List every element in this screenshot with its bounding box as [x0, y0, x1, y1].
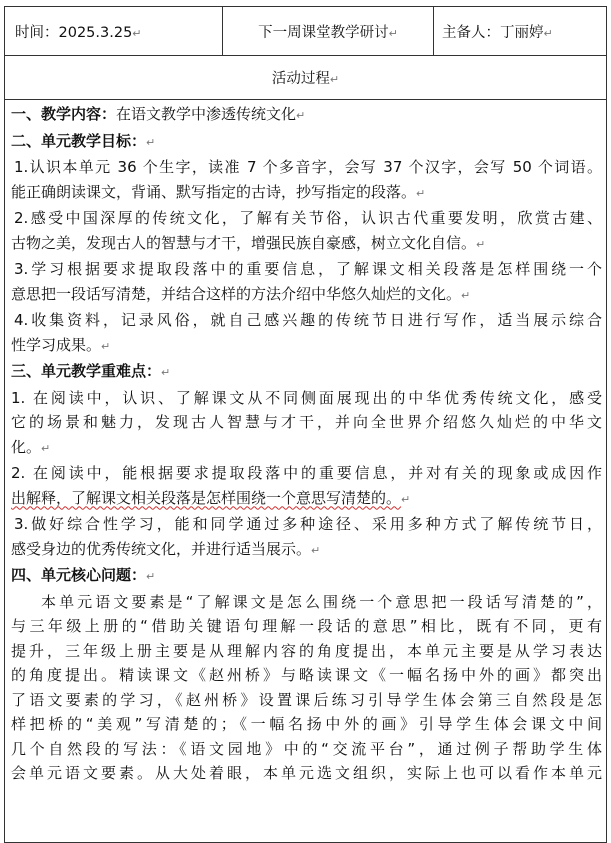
paragraph-mark: ↵ [146, 570, 156, 583]
content-cell [5, 100, 607, 843]
text-line: 提升，三年级上册主要是从理解内容的角度提出，本单元主要是从学习表达 [11, 641, 602, 660]
text-span: 感受身边的优秀传统文化，并进行适当展示。 [11, 539, 312, 558]
preparer-name: 丁丽婷 [500, 24, 544, 41]
section-core-question-heading [11, 563, 602, 590]
text-line: 1. 在阅读中，认识、了解课文从不同侧面展现出的中华优秀传统文化，感受 [11, 388, 602, 407]
text-line: 与三年级上册的“借助关键语句理解一段话的意思”相比，既有不同，更有 [11, 617, 602, 635]
paragraph-mark: ↵ [296, 109, 306, 122]
paragraph-mark: ↵ [41, 441, 51, 455]
activity-title: 活动过程 [271, 71, 330, 87]
paragraph-mark: ↵ [161, 366, 171, 379]
time-cell [5, 7, 223, 56]
text-line: 本单元语文要素是“了解课文是怎么围绕一个意思把一段话写清楚的”， [41, 592, 602, 611]
paragraph-mark: ↵ [476, 237, 486, 251]
text-span: 性学习成果。 [11, 335, 102, 354]
paragraph-mark: ↵ [401, 492, 411, 506]
paragraph-mark: ↵ [132, 26, 142, 40]
text-line: 3.做好综合性学习，能和同学通过多种途径、采用多种方式了解传统节日， [14, 515, 602, 533]
preparer-label: 主备人： [442, 24, 500, 41]
text-line: 它的场景和魅力，发现古人智慧与才干，并向全世界介绍悠久灿烂的中华文 [11, 413, 602, 431]
paragraph-mark: ↵ [543, 26, 553, 40]
content-row [5, 100, 607, 843]
paragraph-mark: ↵ [416, 186, 426, 200]
text-line [11, 180, 602, 207]
paragraph-mark: ↵ [101, 339, 111, 353]
lesson-plan-table [4, 6, 607, 843]
text-line: 2.感受中国深厚的传统文化，了解有关节俗，认识古代重要发明，欣赏古建、 [14, 209, 602, 227]
preparer-cell [434, 7, 607, 56]
text-line [11, 435, 602, 462]
text-line [11, 231, 602, 258]
paragraph-mark: ↵ [329, 73, 340, 86]
text-line: 样把桥的“美观”写清楚的；《一幅名扬中外的画》引导学生体会课文中间 [11, 715, 602, 733]
text-line [11, 282, 602, 309]
text-span: 化。 [11, 437, 42, 456]
text-line: 3.学习根据要求提取段落中的重要信息，了解课文相关段落是怎样围绕一个 [14, 260, 602, 278]
section-key-difficulties-heading [11, 359, 602, 386]
text-line [11, 486, 602, 513]
section-unit-goals-heading [11, 129, 602, 156]
text-line [11, 333, 602, 360]
text-line: 2. 在阅读中，能根据要求提取段落中的重要信息，并对有关的现象或成因作 [11, 464, 602, 482]
text-span: 能正确朗读课文，背诵、默写指定的古诗，抄写指定的段落。 [11, 182, 417, 201]
activity-title-row [5, 56, 607, 100]
time-label: 时间： [15, 24, 59, 41]
text-line [11, 537, 602, 564]
paragraph-mark: ↵ [388, 26, 398, 40]
text-line: 的角度提出。精读课文《赵州桥》与略读课文《一幅名扬中外的画》都突出 [11, 666, 602, 684]
section-heading: 三、单元教学重难点： [11, 362, 162, 380]
text-line: 会单元语文要素。从大处着眼，本单元选文组织，实际上也可以看作本单元 [11, 764, 602, 782]
activity-title-cell [5, 56, 607, 100]
text-line: 4.收集资料，记录风俗，就自己感兴趣的传统节日进行写作，适当展示综合 [14, 311, 602, 329]
text-line: 1.认识本单元 36 个生字，读准 7 个多音字，会写 37 个汉字，会写 50 个词语。 [14, 158, 602, 176]
text-span: 意思把一段话写清楚，并结合这样的方法介绍中华悠久灿烂的文化。 [11, 284, 462, 303]
text-line: 了语文要素的学习，《赵州桥》设置课后练习引导学生体会第三自然段是怎 [11, 690, 602, 709]
section-heading: 四、单元核心问题： [11, 566, 147, 584]
paragraph-mark: ↵ [146, 135, 156, 149]
lesson-plan-document [4, 6, 607, 843]
paragraph-mark: ↵ [461, 288, 471, 302]
section-heading: 二、单元教学目标： [11, 131, 147, 150]
topic-cell [223, 7, 434, 56]
text-line: 几个自然段的写法：《语文园地》中的“交流平台”，通过例子帮助学生体 [11, 739, 602, 758]
text-span: 古物之美，发现古人的智慧与才干，增强民族自豪感，树立文化自信。 [11, 233, 477, 252]
header-row [5, 7, 607, 56]
section-heading: 一、教学内容： [11, 105, 117, 123]
topic-text: 下一周课堂教学研讨 [258, 24, 389, 41]
time-value: 2025.3.25 [58, 24, 133, 41]
text-span: 出解释，了解课文相关段落是怎样围绕一个意思写清楚的。 [11, 488, 402, 507]
section-teaching-content [11, 102, 602, 129]
section-text: 在语文教学中渗透传统文化 [116, 105, 297, 123]
paragraph-mark: ↵ [311, 543, 321, 557]
